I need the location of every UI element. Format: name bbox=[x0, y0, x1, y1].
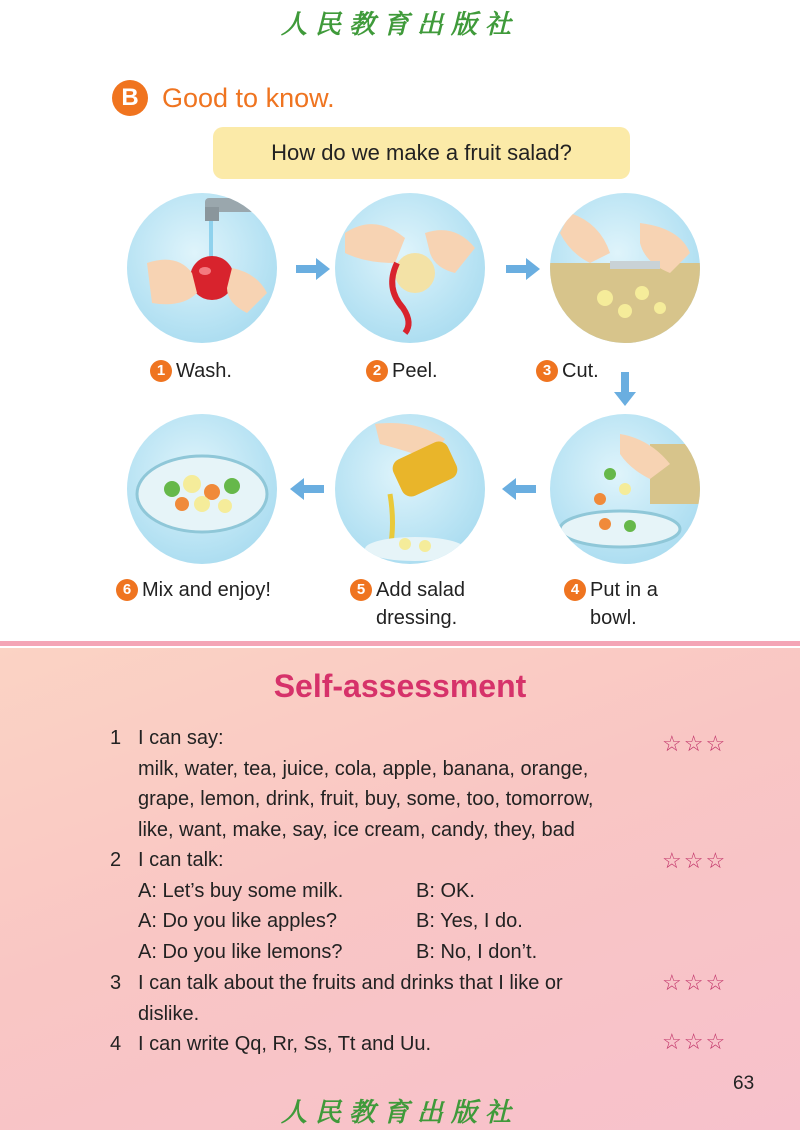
bowl-illustration bbox=[550, 414, 700, 564]
star-rating[interactable]: ☆☆☆ bbox=[662, 1029, 728, 1054]
section-divider bbox=[0, 641, 800, 646]
arrow-left-icon bbox=[290, 478, 324, 500]
item-line: I can write Qq, Rr, Ss, Tt and Uu. bbox=[138, 1033, 432, 1055]
item-line: grape, lemon, drink, fruit, buy, some, too, tomorrow, bbox=[138, 788, 594, 810]
arrow-right-icon bbox=[296, 258, 330, 280]
wash-illustration bbox=[127, 193, 277, 343]
step-caption bbox=[366, 357, 438, 385]
dialogue-b: B: No, I don’t. bbox=[416, 940, 538, 963]
step-number: 2 bbox=[366, 360, 388, 382]
assessment-item bbox=[110, 723, 593, 845]
item-line: I can talk: bbox=[138, 849, 224, 871]
step-caption bbox=[150, 357, 232, 385]
dialogue-a: A: Do you like lemons? bbox=[138, 940, 343, 963]
self-assessment-title: Self-assessment bbox=[273, 668, 527, 704]
star-rating[interactable]: ☆☆☆ bbox=[662, 731, 728, 756]
step-label: Cut. bbox=[562, 360, 599, 382]
step-label: Peel. bbox=[392, 360, 438, 382]
item-line: I can talk about the fruits and drinks that I like or bbox=[138, 972, 563, 994]
item-number: 3 bbox=[110, 972, 122, 994]
step-label: Wash. bbox=[176, 360, 232, 382]
step-number: 1 bbox=[150, 360, 172, 382]
assessment-item bbox=[110, 1029, 431, 1060]
step-label: Mix and enjoy! bbox=[142, 579, 271, 601]
item-line: like, want, make, say, ice cream, candy, they, bad bbox=[138, 818, 575, 841]
assessment-item bbox=[110, 845, 537, 967]
step-label-line2: dressing. bbox=[376, 607, 458, 629]
item-line: milk, water, tea, juice, cola, apple, banana, orange, bbox=[138, 757, 589, 780]
dialogue-row bbox=[138, 876, 537, 907]
step-number: 5 bbox=[350, 579, 372, 601]
step-caption bbox=[116, 576, 271, 604]
section-badge: B bbox=[112, 80, 148, 116]
section-title: Good to know. bbox=[162, 82, 335, 113]
step-label: Add salad bbox=[376, 579, 465, 601]
step-label-line2: bowl. bbox=[590, 607, 637, 629]
mix-illustration bbox=[127, 414, 277, 564]
dialogue-b: B: OK. bbox=[416, 879, 475, 902]
publisher-logo-top: 人民教育出版社 bbox=[280, 10, 519, 40]
dialogue-a: A: Do you like apples? bbox=[138, 910, 338, 932]
section-header bbox=[112, 80, 335, 116]
star-rating[interactable]: ☆☆☆ bbox=[662, 848, 728, 873]
item-number: 2 bbox=[110, 849, 122, 871]
assessment-item bbox=[110, 968, 563, 1029]
step-caption bbox=[350, 576, 465, 632]
step-caption bbox=[564, 576, 658, 632]
page-number: 63 bbox=[733, 1073, 755, 1094]
item-line: I can say: bbox=[138, 727, 224, 749]
step-number: 4 bbox=[564, 579, 586, 601]
step-number: 3 bbox=[536, 360, 558, 382]
publisher-logo-bottom: 人民教育出版社 bbox=[280, 1098, 519, 1128]
step-label: Put in a bbox=[590, 579, 658, 601]
peel-illustration bbox=[335, 193, 485, 343]
step-caption bbox=[536, 357, 599, 385]
dressing-illustration bbox=[335, 414, 485, 564]
dialogue-row bbox=[138, 937, 537, 968]
arrow-down-icon bbox=[614, 372, 636, 406]
item-number: 4 bbox=[110, 1033, 122, 1055]
dialogue-b: B: Yes, I do. bbox=[416, 910, 523, 932]
arrow-right-icon bbox=[506, 258, 540, 280]
dialogue-a: A: Let’s buy some milk. bbox=[138, 879, 344, 902]
step-number: 6 bbox=[116, 579, 138, 601]
item-line: dislike. bbox=[138, 1002, 200, 1025]
question-banner: How do we make a fruit salad? bbox=[213, 127, 630, 179]
item-number: 1 bbox=[110, 727, 122, 749]
star-rating[interactable]: ☆☆☆ bbox=[662, 970, 728, 995]
dialogue-row bbox=[138, 906, 537, 937]
arrow-left-icon bbox=[502, 478, 536, 500]
cut-illustration bbox=[550, 193, 700, 343]
